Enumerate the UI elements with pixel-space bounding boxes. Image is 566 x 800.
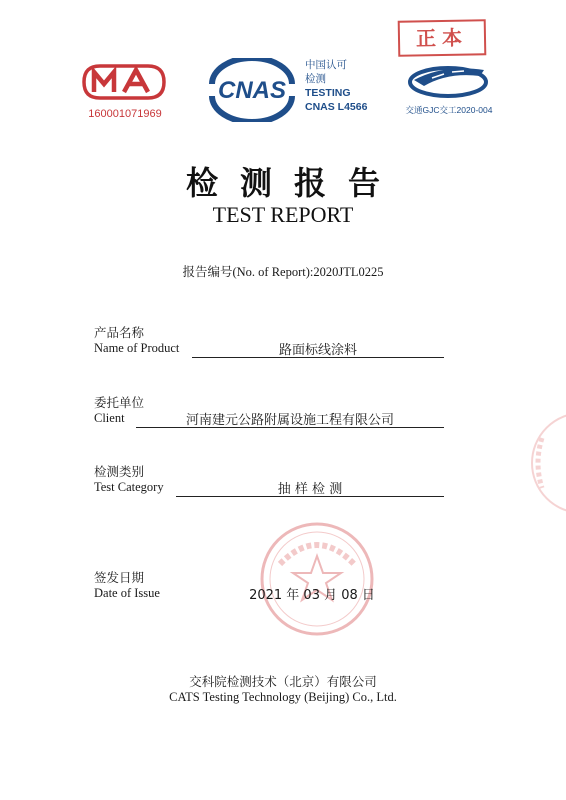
highway-qualification-code: 交通GJC交工2020-004	[405, 105, 493, 115]
report-number: 报告编号(No. of Report):2020JTL0225	[182, 265, 384, 279]
highway-qualification-logo	[404, 60, 492, 98]
report-title-chinese: 检测报告	[185, 164, 402, 202]
report-title-english: TEST REPORT	[212, 202, 354, 227]
original-copy-stamp: 正本	[398, 19, 487, 57]
cnas-line-2: 检测	[305, 73, 326, 85]
issuer-name-cn: 交科院检测技术（北京）有限公司	[189, 674, 377, 689]
cnas-logo	[204, 58, 300, 122]
issue-date-label-en: Date of Issue	[94, 586, 160, 600]
category-label-en: Test Category	[94, 480, 164, 494]
ma-certificate-number: 160001071969	[88, 108, 162, 120]
product-value: 路面标线涂料	[278, 343, 357, 358]
category-value: 抽 样 检 测	[277, 482, 343, 497]
ma-certification-logo	[80, 62, 168, 102]
issuer-name-en: CATS Testing Technology (Beijing) Co., Ltd.	[169, 690, 397, 704]
issue-date-label-cn: 签发日期	[94, 570, 145, 585]
client-label-en: Client	[94, 411, 125, 425]
company-seal	[258, 520, 376, 638]
cnas-line-3: TESTING	[305, 87, 351, 99]
issue-date-value: 2021 年 03 月 08 日	[249, 588, 375, 603]
seal-partial-right	[524, 408, 566, 518]
cnas-accreditation-text	[305, 58, 385, 114]
product-label-en: Name of Product	[94, 341, 180, 355]
cnas-line-1: 中国认可	[305, 59, 347, 71]
cnas-logo-text: CNAS	[217, 77, 287, 104]
client-value: 河南建元公路附属设施工程有限公司	[185, 413, 394, 428]
cnas-line-4: CNAS L4566	[305, 101, 368, 113]
client-label-cn: 委托单位	[94, 395, 145, 410]
category-label-cn: 检测类别	[94, 464, 145, 479]
product-label-cn: 产品名称	[94, 325, 145, 340]
